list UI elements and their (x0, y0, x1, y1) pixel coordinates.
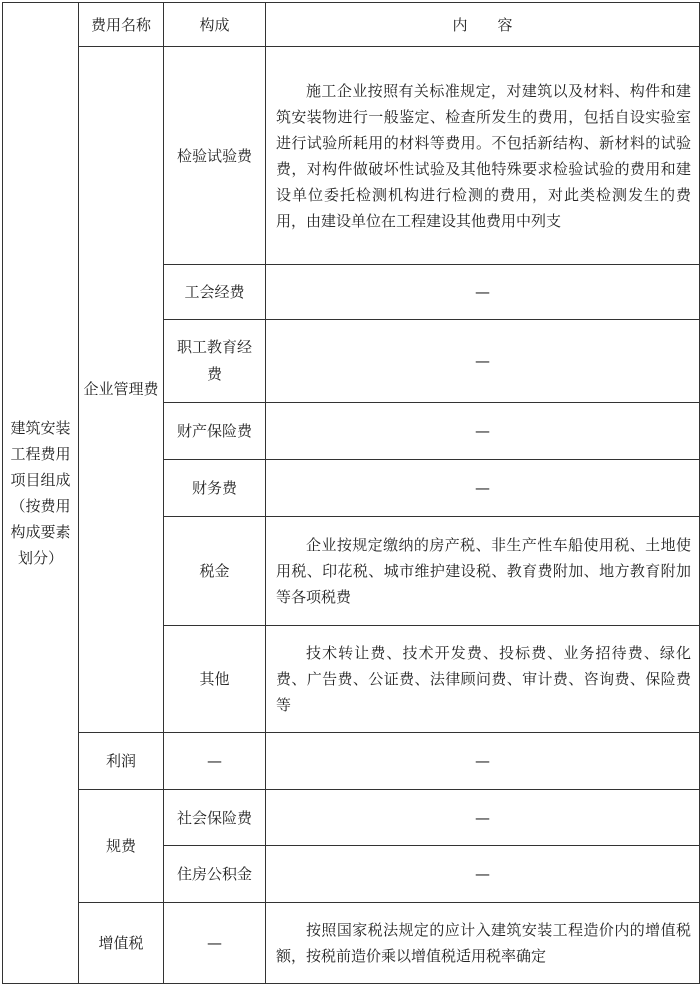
composition-cell: 工会经费 (164, 265, 266, 320)
content-cell: 施工企业按照有关标准规定，对建筑以及材料、构件和建筑安装物进行一般鉴定、检查所发生的费用，包括自设实验室进行试验所耗用的材料等费用。不包括新结构、新材料的试验费，对构件做破坏性试验及其他特殊要求检验试验的费用和建设单位委托检测机构进行检测的费用，对此类检测发生的费用，由建设单位在工程建设其他费用中列支 (266, 47, 700, 265)
fee-name-cell (79, 47, 164, 733)
row-group-label-cell (3, 3, 79, 984)
content-cell: — (266, 265, 700, 320)
row-group-label: 建筑安装工程费用项目组成（按费用构成要素划分） (10, 419, 71, 567)
fee-name-profit: 利润 (79, 733, 164, 790)
composition-label: 职工教育经费 (176, 338, 252, 383)
content-cell: — (266, 460, 700, 517)
fee-name-statutory: 规费 (79, 790, 164, 903)
composition-cell: — (164, 733, 266, 790)
content-cell: 按照国家税法规定的应计入建筑安装工程造价内的增值税额，按税前造价乘以增值税适用税率确定 (266, 903, 700, 984)
content-cell: — (266, 320, 700, 403)
composition-cell: 财产保险费 (164, 403, 266, 460)
composition-cell: 住房公积金 (164, 846, 266, 903)
content-cell: — (266, 733, 700, 790)
composition-cell: 检验试验费 (164, 47, 266, 265)
header-row (3, 3, 700, 47)
table-row (3, 903, 700, 984)
fee-composition-table (2, 2, 700, 984)
table-row (3, 790, 700, 846)
composition-cell: 其他 (164, 626, 266, 733)
content-cell: 技术转让费、技术开发费、投标费、业务招待费、绿化费、广告费、公证费、法律顾问费、审计费、咨询费、保险费等 (266, 626, 700, 733)
composition-cell: 税金 (164, 517, 266, 626)
table-row (3, 47, 700, 265)
composition-cell (164, 320, 266, 403)
composition-cell: 社会保险费 (164, 790, 266, 846)
header-content: 内 容 (266, 3, 700, 47)
composition-cell: — (164, 903, 266, 984)
composition-cell: 财务费 (164, 460, 266, 517)
header-composition: 构成 (164, 3, 266, 47)
fee-name-vat: 增值税 (79, 903, 164, 984)
header-fee-name: 费用名称 (79, 3, 164, 47)
fee-name-enterprise-mgmt: 企业管理费 (83, 380, 159, 398)
content-cell: 企业按规定缴纳的房产税、非生产性车船使用税、土地使用税、印花税、城市维护建设税、教育费附加、地方教育附加等各项税费 (266, 517, 700, 626)
content-cell: — (266, 846, 700, 903)
table-row (3, 733, 700, 790)
content-cell: — (266, 403, 700, 460)
content-cell: — (266, 790, 700, 846)
